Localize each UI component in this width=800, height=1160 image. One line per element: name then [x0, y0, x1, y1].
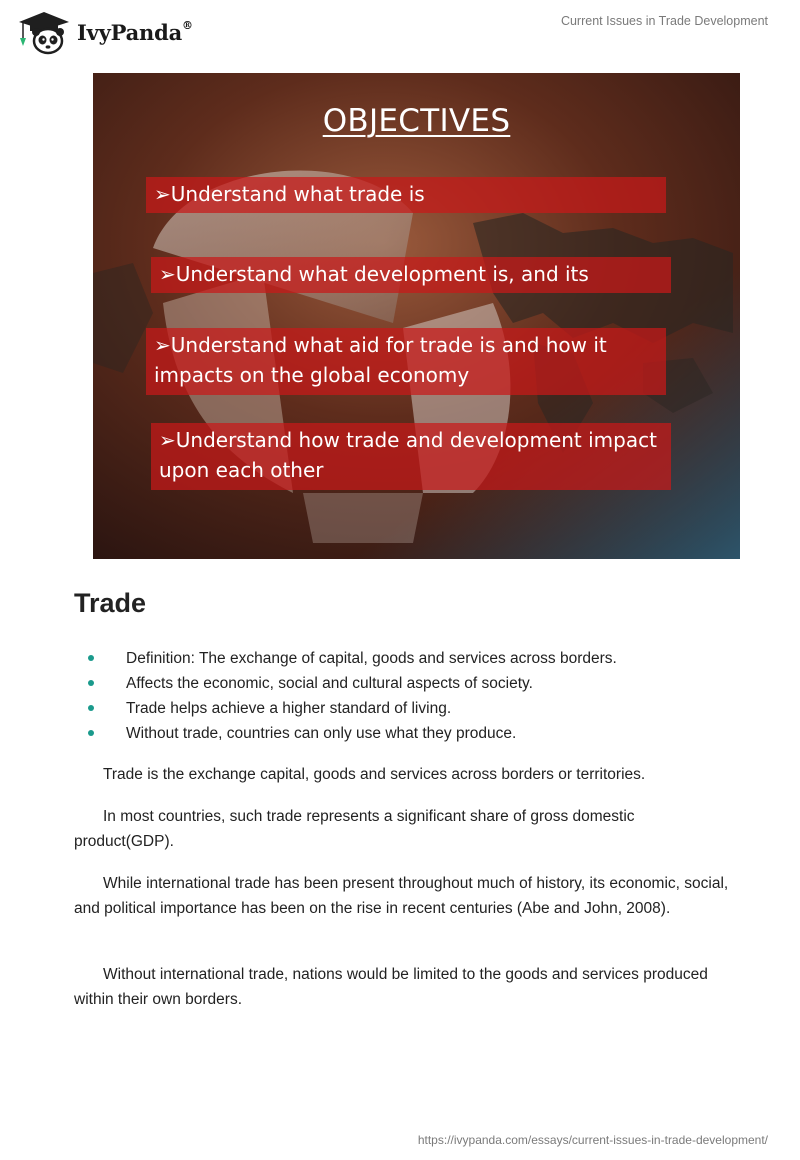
section-heading: Trade — [74, 588, 147, 618]
objective-box: ➢Understand what development is, and its — [151, 257, 671, 293]
brand-name: IvyPanda® — [77, 18, 193, 45]
slide-title: OBJECTIVES — [322, 103, 511, 139]
bullet-dot-icon — [88, 680, 94, 686]
bullet-list — [74, 646, 617, 746]
bullet-item: Trade helps achieve a higher standard of living. — [74, 696, 617, 721]
bullet-dot-icon — [88, 655, 94, 661]
document-title: Current Issues in Trade Development — [560, 14, 768, 28]
objective-box: ➢Understand what aid for trade is and how it impacts on the global economy — [146, 328, 666, 395]
page-header — [0, 0, 800, 70]
objective-box: ➢Understand what trade is — [146, 177, 666, 213]
bullet-dot-icon — [88, 705, 94, 711]
paragraph: Without international trade, nations would be limited to the goods and services produced within their own borders. — [74, 966, 708, 1008]
bullet-item: Definition: The exchange of capital, goods and services across borders. — [74, 646, 617, 671]
bullet-item: Affects the economic, social and cultural aspects of society. — [74, 671, 617, 696]
paragraph: In most countries, such trade represents a significant share of gross domestic product(GDP). — [74, 808, 635, 850]
paragraph: While international trade has been present throughout much of history, its economic, social, and political importance has been on the rise in recent centuries (Abe and John, 2008). — [74, 875, 729, 917]
paragraph: Trade is the exchange capital, goods and services across borders or territories. — [103, 766, 646, 783]
bullet-item: Without trade, countries can only use what they produce. — [74, 721, 617, 746]
objective-box: ➢Understand how trade and development impact upon each other — [151, 423, 671, 490]
ivypanda-logo-link[interactable] — [15, 8, 193, 56]
panda-logo-icon — [15, 8, 73, 56]
objectives-slide-image — [93, 73, 740, 559]
source-url-link[interactable]: https://ivypanda.com/essays/current-issues-in-trade-development/ — [417, 1133, 768, 1147]
bullet-dot-icon — [88, 730, 94, 736]
